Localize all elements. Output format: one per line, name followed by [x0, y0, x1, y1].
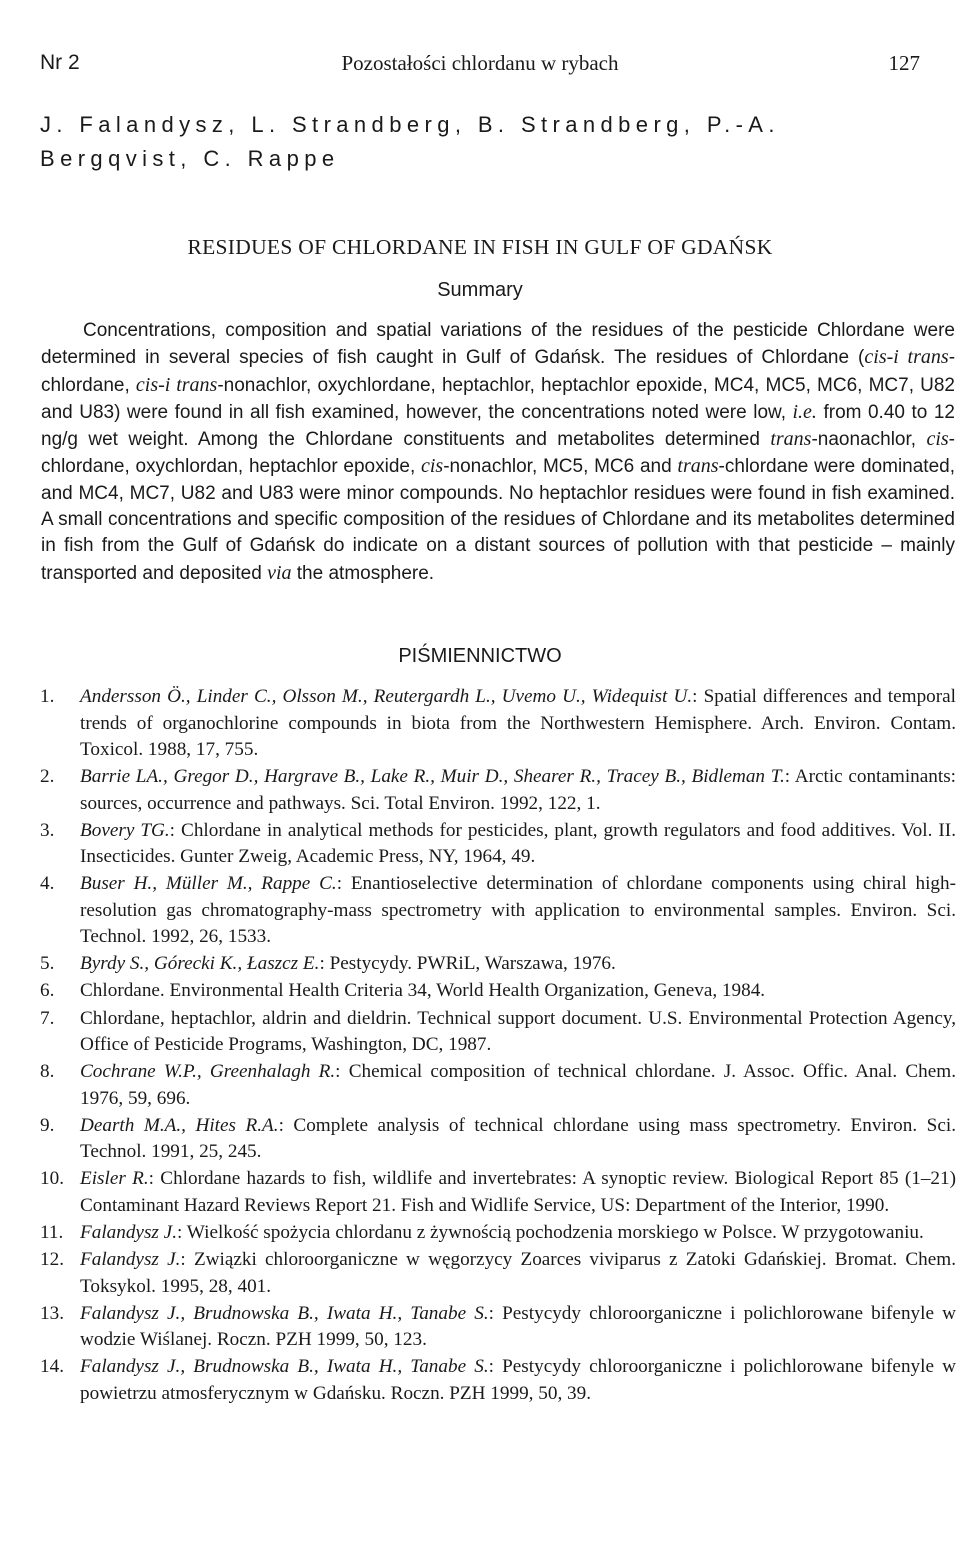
summary-italic-term: cis-i trans	[864, 346, 949, 369]
reference-text: Chlordane. Environmental Health Criteria 34, World Health Organization, Geneva, 1984.	[80, 980, 766, 1002]
reference-number: 4.	[40, 873, 55, 895]
reference-text: : Spatial differences and temporal trends of organochlorine compounds in biota from the Northwestern Hemisphere. Arch. Environ. Contam. Toxicol. 1988, 17, 755.	[80, 686, 956, 760]
reference-text: : Pestycydy chloroorganiczne i polichlorowane bifenyle w powietrzu atmosferycznym w Gdańsku. Roczn. PZH 1999, 50, 39.	[80, 1356, 956, 1404]
reference-number: 3.	[40, 819, 55, 841]
reference-item	[40, 951, 956, 978]
reference-item	[40, 978, 956, 1005]
reference-number: 14.	[40, 1356, 64, 1378]
summary-text-run: -nonachlor, oxychlordane, heptachlor, heptachlor epoxide, MC4, MC5, MC6, MC7, U82 and U83) were found in all fish examined, however, the concentrations noted were low,	[41, 374, 955, 423]
reference-authors: Andersson Ö., Linder C., Olsson M., Reutergardh L., Uvemo U., Widequist U.	[80, 686, 693, 707]
reference-item	[40, 1354, 956, 1407]
summary-text-run: -chlordane were dominated, and MC4, MC7, U82 and U83 were minor compounds. No heptachlor residues were found in fish examined. A small concentrations and specific composition of the residues of Chlordane and its metabolites determined in fish from the Gulf of Gdańsk do indicate on a distant sources of pollution with that pesticide – mainly transported and deposited	[41, 456, 955, 584]
summary-italic-term: cis	[926, 428, 949, 451]
page-number: 127	[888, 51, 920, 75]
summary-body	[41, 318, 955, 587]
summary-italic-term: trans	[677, 455, 719, 478]
reference-item	[40, 764, 956, 817]
reference-authors: Falandysz J.	[80, 1249, 181, 1271]
reference-text: : Wielkość spożycia chlordanu z żywnością pochodzenia morskiego w Polsce. W przygotowaniu.	[177, 1221, 924, 1243]
summary-text-run: -chlordane,	[41, 347, 956, 396]
reference-authors: Falandysz J., Brudnowska B., Iwata H., Tanabe S.	[80, 1302, 489, 1324]
reference-number: 10.	[40, 1168, 64, 1190]
reference-text: : Enantioselective determination of chlordane components using chiral high-resolution gas chromatography-mass spectrometry with application to environmental samples. Environ. Sci. Technol. 1992, 26, 1533.	[80, 873, 956, 948]
reference-authors: Buser H., Müller M., Rappe C.	[80, 873, 337, 895]
reference-number: 12.	[40, 1249, 64, 1271]
reference-item	[40, 1301, 956, 1354]
author-list: J. Falandysz, L. Strandberg, B. Strandberg, P.-A. Bergqvist, C. Rappe	[40, 112, 780, 171]
summary-italic-term: cis-i trans	[135, 373, 218, 396]
running-title: Pozostałości chlordanu w rybach	[341, 51, 619, 75]
reference-authors: Bovery TG.	[80, 819, 170, 841]
summary-heading: Summary	[437, 279, 523, 301]
running-header	[40, 48, 920, 78]
summary-text-run: the atmosphere.	[291, 562, 435, 584]
reference-list	[40, 684, 956, 1408]
reference-text: : Chlordane in analytical methods for pesticides, plant, growth regulators and food additives. Vol. II. Insecticides. Gunter Zweig, Academic Press, NY, 1964, 49.	[80, 819, 956, 868]
reference-authors: Eisler R.	[80, 1168, 149, 1190]
summary-text-run: Concentrations, composition and spatial variations of the residues of the pesticide Chlordane were determined in several species of fish caught in Gulf of Gdańsk. The residues of Chlordane (	[41, 320, 955, 369]
reference-text: Chlordane, heptachlor, aldrin and dieldrin. Technical support document. U.S. Environmental Protection Agency, Office of Pesticide Programs, Washington, DC, 1987.	[80, 1007, 956, 1056]
reference-item	[40, 684, 956, 764]
reference-text: : Pestycydy. PWRiL, Warszawa, 1976.	[319, 953, 616, 975]
summary-text-run: -chlordane, oxychlordan, heptachlor epoxide,	[41, 429, 955, 478]
summary-text-run: -naonachlor,	[811, 429, 927, 451]
summary-paragraph	[41, 318, 955, 587]
reference-text: : Complete analysis of technical chlordane using mass spectrometry. Environ. Sci. Technol. 1991, 25, 245.	[80, 1114, 956, 1163]
reference-item	[40, 1247, 956, 1300]
reference-text: : Związki chloroorganiczne w węgorzycy Zoarces viviparus z Zatoki Gdańskiej. Bromat. Chem. Toksykol. 1995, 28, 401.	[80, 1249, 956, 1297]
reference-text: : Arctic contaminants: sources, occurrence and pathways. Sci. Total Environ. 1992, 122, 1.	[80, 766, 956, 814]
summary-text-run: from 0.40 to 12 ng/g wet weight. Among the Chlordane constituents and metabolites determined	[41, 401, 955, 451]
reference-text: : Pestycydy chloroorganiczne i polichlorowane bifenyle w wodzie Wiślanej. Roczn. PZH 1999, 50, 123.	[80, 1302, 956, 1351]
reference-item	[40, 1220, 956, 1247]
reference-number: 9.	[40, 1114, 55, 1136]
summary-text-run: -nonachlor, MC5, MC6 and	[443, 456, 678, 478]
reference-number: 13.	[40, 1302, 64, 1324]
reference-number: 6.	[40, 980, 55, 1002]
paper-title: RESIDUES OF CHLORDANE IN FISH IN GULF OF GDAŃSK	[187, 235, 773, 259]
references-heading: PIŚMIENNICTWO	[398, 645, 562, 667]
reference-authors: Byrdy S., Górecki K., Łaszcz E.	[80, 953, 320, 975]
reference-number: 7.	[40, 1007, 55, 1029]
reference-number: 1.	[40, 686, 55, 707]
reference-number: 11.	[40, 1221, 64, 1243]
reference-authors: Falandysz J.	[80, 1221, 177, 1243]
reference-item	[40, 1059, 956, 1112]
reference-text: : Chemical composition of technical chlordane. J. Assoc. Offic. Anal. Chem. 1976, 59, 696.	[80, 1061, 956, 1109]
summary-italic-term: via	[267, 561, 292, 584]
reference-number: 2.	[40, 766, 55, 788]
reference-authors: Barrie LA., Gregor D., Hargrave B., Lake R., Muir D., Shearer R., Tracey B., Bidleman T.	[80, 766, 785, 788]
reference-number: 8.	[40, 1061, 55, 1083]
reference-item	[40, 818, 956, 871]
reference-number: 5.	[40, 953, 55, 975]
reference-item	[40, 1006, 956, 1059]
reference-item	[40, 1166, 956, 1219]
journal-issue: Nr 2	[40, 51, 80, 74]
summary-italic-term: cis	[421, 455, 444, 478]
reference-authors: Cochrane W.P., Greenhalagh R.	[80, 1061, 336, 1083]
summary-italic-term: i.e.	[792, 400, 817, 423]
reference-authors: Falandysz J., Brudnowska B., Iwata H., Tanabe S.	[80, 1356, 489, 1378]
reference-item	[40, 871, 956, 951]
summary-italic-term: trans	[770, 428, 812, 451]
reference-item	[40, 1113, 956, 1166]
reference-authors: Dearth M.A., Hites R.A.	[80, 1114, 279, 1136]
reference-text: : Chlordane hazards to fish, wildlife and invertebrates: A synoptic review. Biological Report 85 (1–21) Contaminant Hazard Reviews Report 21. Fish and Widlife Service, US: Department of the Interior, 1990.	[80, 1168, 956, 1216]
